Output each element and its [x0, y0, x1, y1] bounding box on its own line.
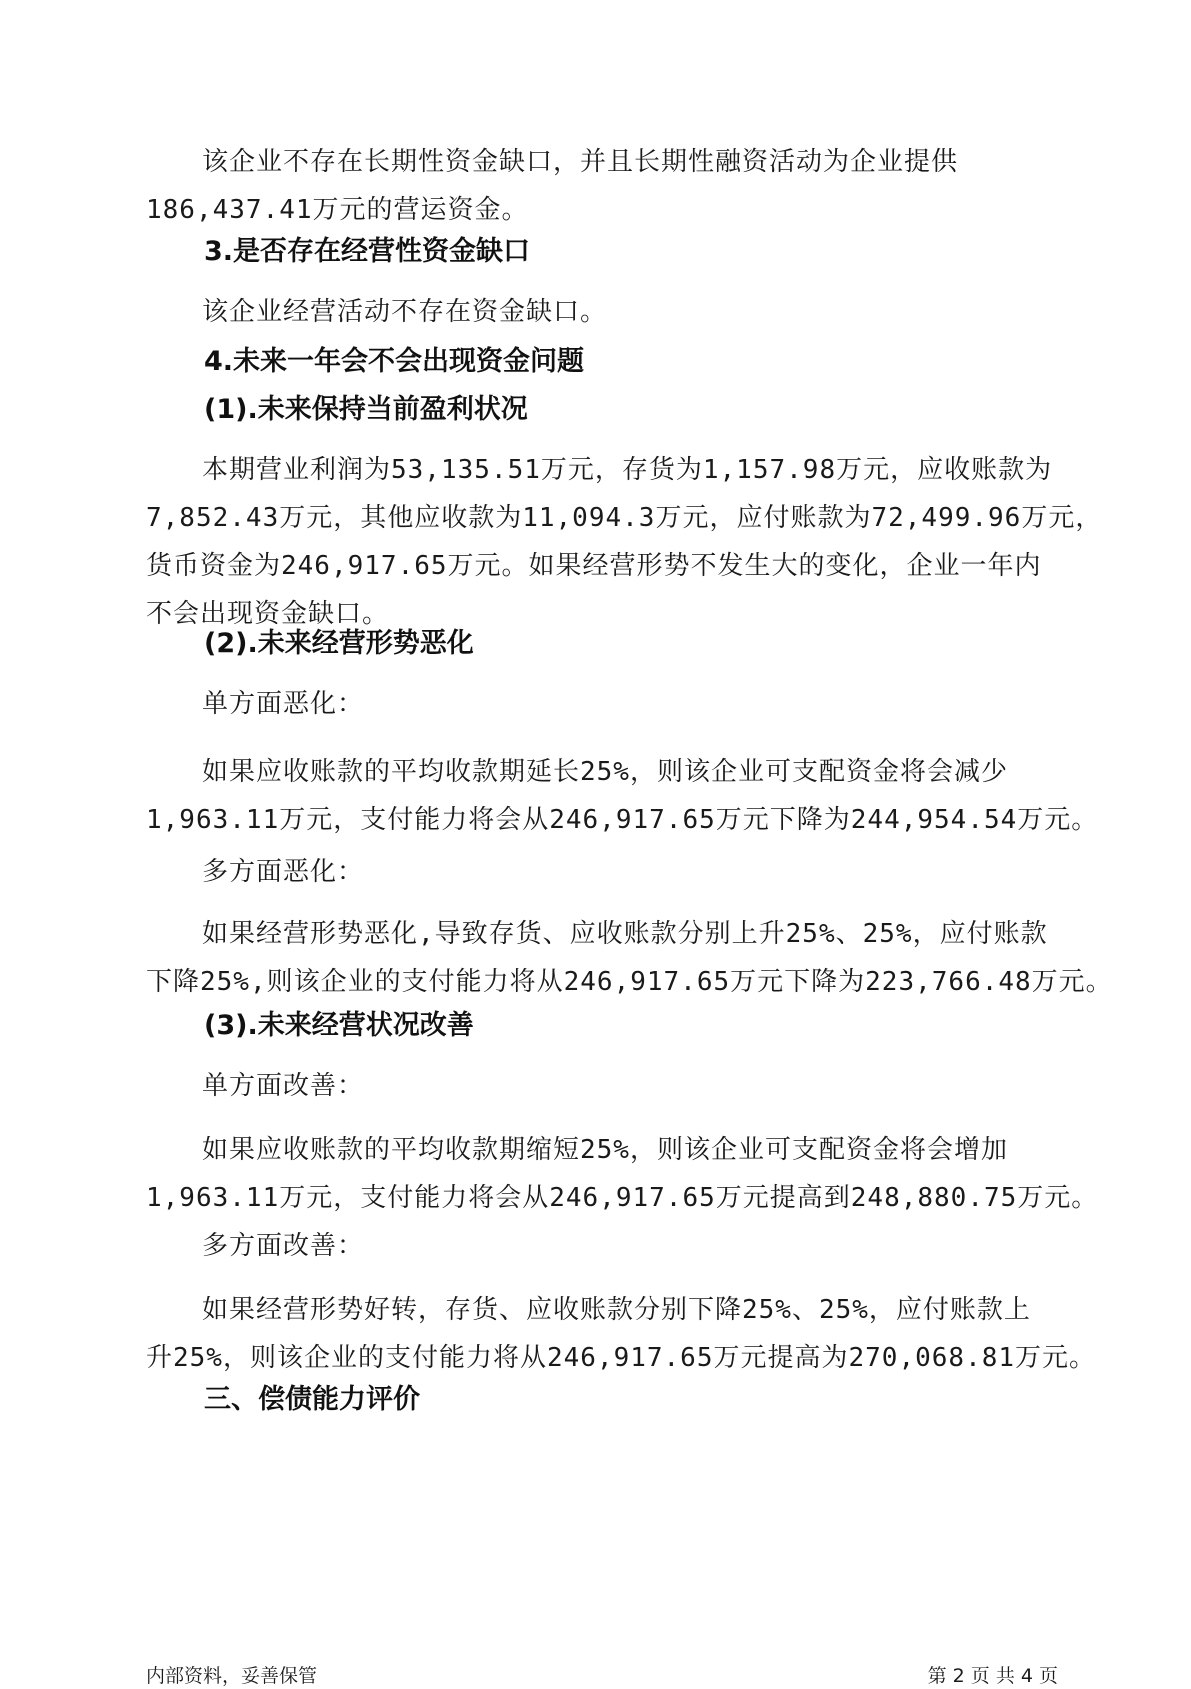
label-multi-improvement: 多方面改善： — [202, 1231, 365, 1261]
text-line: 该企业不存在长期性资金缺口，并且长期性融资活动为企业提供 — [202, 147, 959, 177]
heading-operating-gap: 3.是否存在经营性资金缺口 — [204, 236, 531, 267]
text-line: 升25%，则该企业的支付能力将从246,917.65万元提高为270,068.81万元。 — [146, 1343, 1097, 1373]
text-line: 186,437.41万元的营运资金。 — [146, 195, 529, 225]
label-single-deterioration: 单方面恶化： — [202, 689, 365, 719]
text-line: 货币资金为246,917.65万元。如果经营形势不发生大的变化，企业一年内 — [146, 551, 1042, 581]
text-line: 不会出现资金缺口。 — [146, 599, 390, 629]
text-line: 如果经营形势恶化,导致存货、应收账款分别上升25%、25%，应付账款 — [202, 919, 1048, 949]
text-line: 下降25%,则该企业的支付能力将从246,917.65万元下降为223,766.48万元。 — [146, 967, 1113, 997]
text-line: 本期营业利润为53,135.51万元，存货为1,157.98万元，应收账款为 — [202, 455, 1053, 485]
paragraph-no-operating-gap: 该企业经营活动不存在资金缺口。 — [202, 297, 608, 327]
heading-deterioration: (2).未来经营形势恶化 — [204, 628, 474, 659]
text-line: 如果应收账款的平均收款期延长25%，则该企业可支配资金将会减少 — [202, 757, 1008, 787]
text-line: 如果经营形势好转，存货、应收账款分别下降25%、25%，应付账款上 — [202, 1295, 1031, 1325]
text-line: 1,963.11万元，支付能力将会从246,917.65万元提高到248,880.75万元。 — [146, 1183, 1099, 1213]
heading-solvency-evaluation: 三、偿债能力评价 — [204, 1384, 420, 1415]
paragraph-single-deterioration — [146, 748, 1099, 844]
paragraph-multi-deterioration — [146, 910, 1113, 1006]
paragraph-single-improvement — [146, 1126, 1099, 1222]
label-multi-deterioration: 多方面恶化： — [202, 857, 365, 887]
text-line: 1,963.11万元，支付能力将会从246,917.65万元下降为244,954.54万元。 — [146, 805, 1099, 835]
paragraph-current-figures — [146, 446, 1103, 638]
heading-next-year-funding: 4.未来一年会不会出现资金问题 — [204, 346, 585, 377]
footer-confidential-note: 内部资料，妥善保管 — [146, 1665, 318, 1687]
text-line: 7,852.43万元，其他应收款为11,094.3万元，应付账款为72,499.96万元， — [146, 503, 1103, 533]
paragraph-multi-improvement — [146, 1286, 1097, 1382]
label-single-improvement: 单方面改善： — [202, 1071, 365, 1101]
heading-maintain-profit: (1).未来保持当前盈利状况 — [204, 394, 528, 425]
footer-page-number: 第 2 页 共 4 页 — [927, 1665, 1058, 1687]
heading-improvement: (3).未来经营状况改善 — [204, 1010, 474, 1041]
paragraph-long-term-funding — [146, 138, 1056, 234]
text-line: 如果应收账款的平均收款期缩短25%，则该企业可支配资金将会增加 — [202, 1135, 1008, 1165]
